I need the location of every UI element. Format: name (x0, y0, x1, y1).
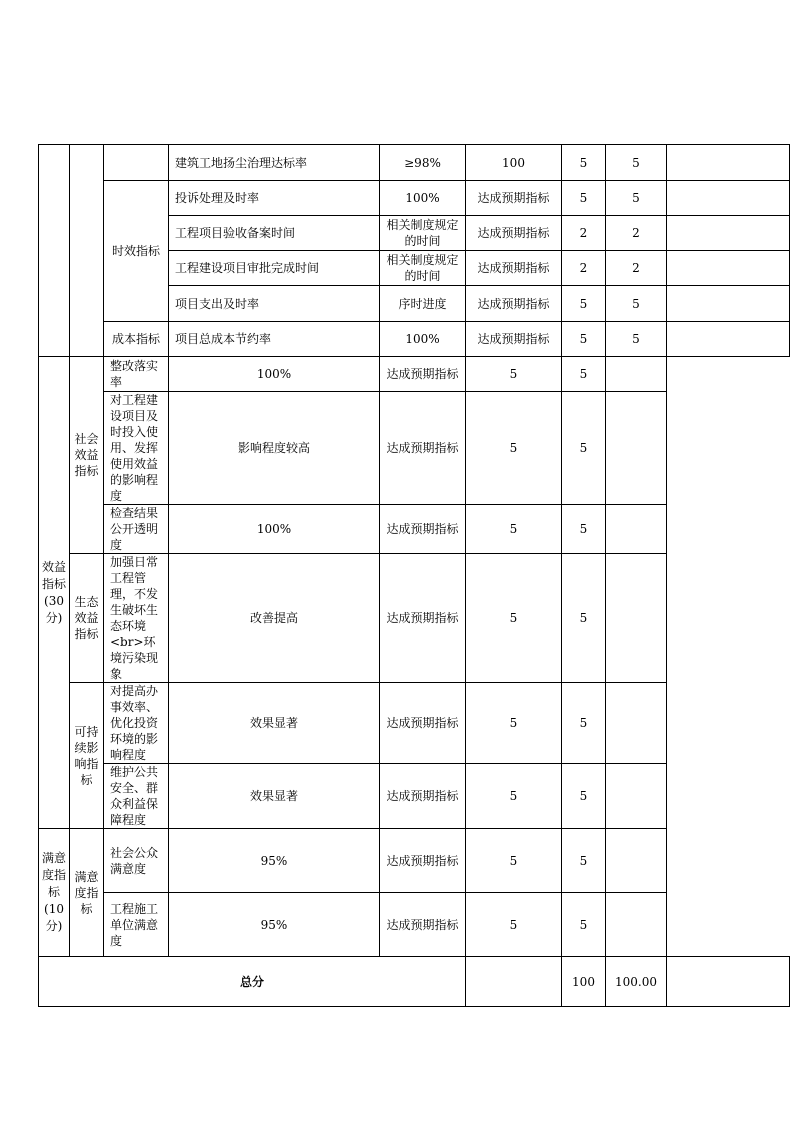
value-cell: 95% (169, 893, 380, 957)
weight-cell: 5 (466, 829, 562, 893)
weight-cell: 5 (562, 145, 606, 181)
standard-cell: 达成预期指标 (466, 181, 562, 216)
performance-table (38, 144, 790, 1007)
weight-cell: 5 (562, 286, 606, 322)
table-row (39, 829, 790, 893)
remark-cell (606, 505, 667, 554)
value-cell: ≥98% (380, 145, 466, 181)
table-row (39, 764, 790, 829)
score-cell: 5 (606, 286, 667, 322)
category-satisfaction-sub: 满意度指标 (70, 829, 104, 957)
level3-cell-continued (104, 145, 169, 181)
standard-cell: 达成预期指标 (380, 357, 466, 392)
table-row (39, 145, 790, 181)
table-row (39, 554, 790, 683)
standard-cell: 达成预期指标 (466, 322, 562, 357)
metric-cell: 工程施工单位满意度 (104, 893, 169, 957)
remark-cell (667, 216, 790, 251)
weight-cell: 5 (466, 392, 562, 505)
value-cell: 影响程度较高 (169, 392, 380, 505)
metric-cell: 项目支出及时率 (169, 286, 380, 322)
table-row (39, 505, 790, 554)
weight-cell: 5 (466, 554, 562, 683)
metric-cell: 投诉处理及时率 (169, 181, 380, 216)
weight-cell: 5 (466, 764, 562, 829)
category-social: 社会效益指标 (70, 357, 104, 554)
total-label: 总分 (39, 957, 466, 1007)
total-standard-cell (466, 957, 562, 1007)
score-cell: 5 (562, 392, 606, 505)
table-row (39, 322, 790, 357)
remark-cell (606, 764, 667, 829)
metric-cell: 项目总成本节约率 (169, 322, 380, 357)
total-remark-cell (667, 957, 790, 1007)
remark-cell (667, 181, 790, 216)
standard-cell: 达成预期指标 (380, 554, 466, 683)
remark-cell (667, 286, 790, 322)
total-score: 100.00 (606, 957, 667, 1007)
remark-cell (606, 392, 667, 505)
remark-cell (606, 893, 667, 957)
table-row (39, 893, 790, 957)
weight-cell: 2 (562, 251, 606, 286)
metric-cell: 维护公共安全、群众利益保障程度 (104, 764, 169, 829)
score-cell: 5 (562, 764, 606, 829)
weight-cell: 5 (466, 893, 562, 957)
value-cell: 100% (380, 181, 466, 216)
score-cell: 5 (606, 322, 667, 357)
score-cell: 5 (562, 683, 606, 764)
value-cell: 相关制度规定的时间 (380, 251, 466, 286)
standard-cell: 达成预期指标 (380, 764, 466, 829)
table-row (39, 357, 790, 392)
metric-cell: 对工程建设项目及时投入使用、发挥使用效益的影响程度 (104, 392, 169, 505)
metric-cell: 工程项目验收备案时间 (169, 216, 380, 251)
value-cell: 95% (169, 829, 380, 893)
metric-cell: 加强日常工程管理，不发生破坏生态环境<br>环境污染现象 (104, 554, 169, 683)
value-cell: 100% (380, 322, 466, 357)
remark-cell (667, 251, 790, 286)
metric-cell: 社会公众满意度 (104, 829, 169, 893)
level1-cell-continued (39, 145, 70, 357)
standard-cell: 达成预期指标 (466, 286, 562, 322)
remark-cell (606, 357, 667, 392)
standard-cell: 达成预期指标 (380, 683, 466, 764)
weight-cell: 5 (466, 357, 562, 392)
weight-cell: 5 (562, 322, 606, 357)
remark-cell (667, 322, 790, 357)
table-row (39, 683, 790, 764)
weight-cell: 5 (466, 683, 562, 764)
weight-cell: 2 (562, 216, 606, 251)
value-cell: 100% (169, 357, 380, 392)
table-row (39, 392, 790, 505)
metric-cell: 整改落实率 (104, 357, 169, 392)
score-cell: 5 (562, 554, 606, 683)
remark-cell (667, 145, 790, 181)
category-benefit: 效益指标(30分) (39, 357, 70, 829)
standard-cell: 达成预期指标 (466, 251, 562, 286)
value-cell: 改善提高 (169, 554, 380, 683)
total-row (39, 957, 790, 1007)
value-cell: 效果显著 (169, 764, 380, 829)
standard-cell: 达成预期指标 (380, 829, 466, 893)
score-cell: 5 (562, 505, 606, 554)
score-cell: 5 (562, 357, 606, 392)
standard-cell: 达成预期指标 (466, 216, 562, 251)
metric-cell: 工程建设项目审批完成时间 (169, 251, 380, 286)
category-sustainable: 可持续影响指标 (70, 683, 104, 829)
score-cell: 2 (606, 251, 667, 286)
metric-cell: 建筑工地扬尘治理达标率 (169, 145, 380, 181)
remark-cell (606, 554, 667, 683)
value-cell: 100% (169, 505, 380, 554)
metric-cell: 对提高办事效率、优化投资环境的影响程度 (104, 683, 169, 764)
level2-cell-continued (70, 145, 104, 357)
value-cell: 效果显著 (169, 683, 380, 764)
table-row (39, 181, 790, 216)
score-cell: 5 (562, 893, 606, 957)
remark-cell (606, 683, 667, 764)
weight-cell: 5 (466, 505, 562, 554)
remark-cell (606, 829, 667, 893)
standard-cell: 达成预期指标 (380, 893, 466, 957)
standard-cell: 达成预期指标 (380, 392, 466, 505)
total-weight: 100 (562, 957, 606, 1007)
value-cell: 相关制度规定的时间 (380, 216, 466, 251)
metric-cell: 检查结果公开透明度 (104, 505, 169, 554)
score-cell: 2 (606, 216, 667, 251)
standard-cell: 100 (466, 145, 562, 181)
score-cell: 5 (562, 829, 606, 893)
value-cell: 序时进度 (380, 286, 466, 322)
category-timeliness: 时效指标 (104, 181, 169, 322)
category-cost: 成本指标 (104, 322, 169, 357)
weight-cell: 5 (562, 181, 606, 216)
category-satisfaction: 满意度指标(10分) (39, 829, 70, 957)
standard-cell: 达成预期指标 (380, 505, 466, 554)
score-cell: 5 (606, 181, 667, 216)
score-cell: 5 (606, 145, 667, 181)
category-ecological: 生态效益指标 (70, 554, 104, 683)
